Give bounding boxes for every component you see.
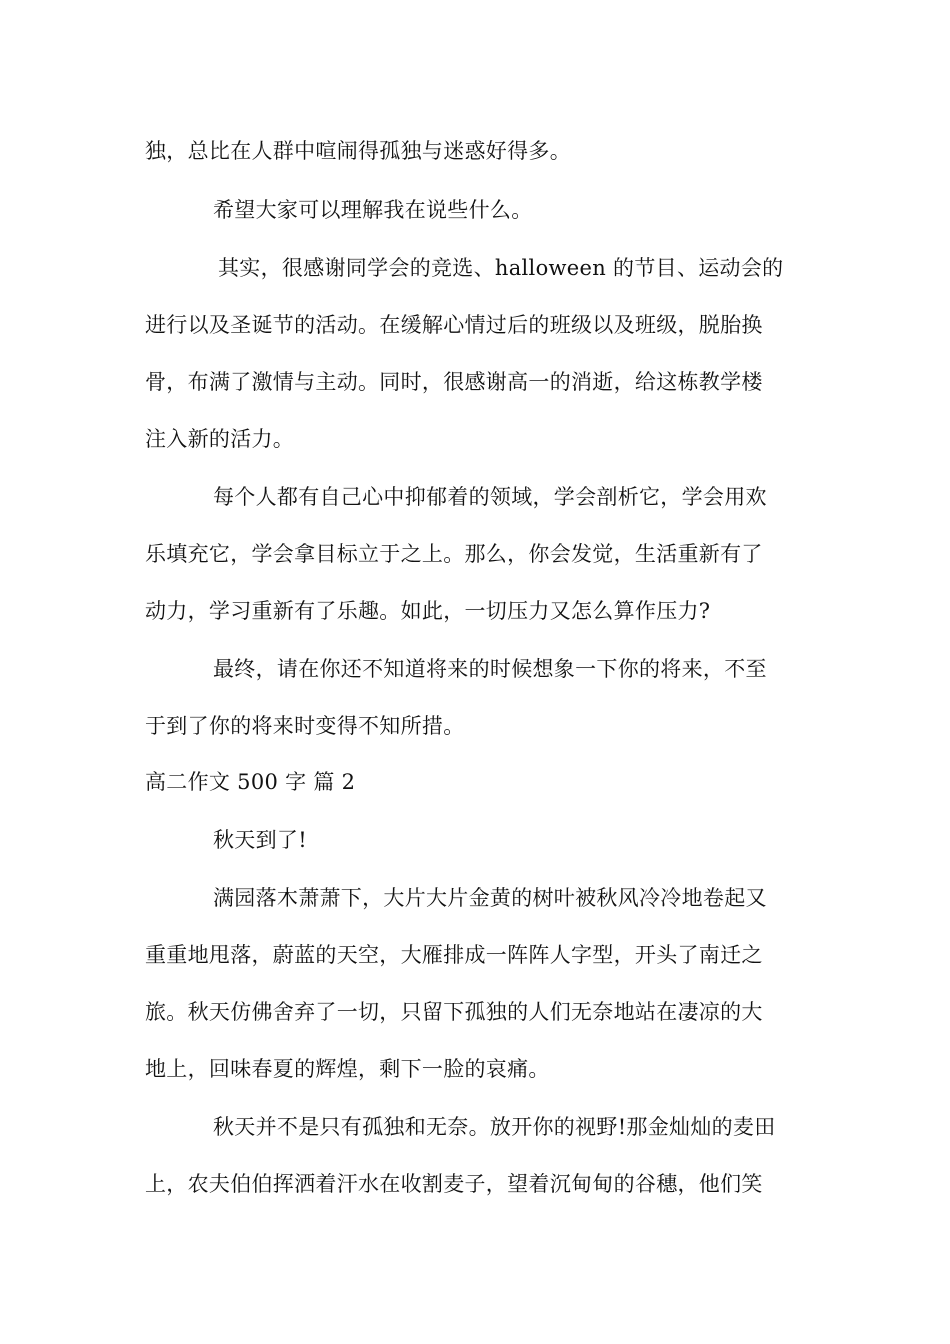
paragraph-line: 注入新的活力。: [145, 427, 295, 451]
paragraph-line: 于到了你的将来时变得不知所措。: [145, 714, 465, 738]
paragraph-line: 秋天并不是只有孤独和无奈。放开你的视野!那金灿灿的麦田: [213, 1115, 776, 1139]
section-heading: 高二作文 500 字 篇 2: [145, 770, 356, 794]
paragraph-line: 上，农夫伯伯挥洒着汗水在收割麦子，望着沉甸甸的谷穗，他们笑: [145, 1172, 763, 1196]
paragraph-line: 独，总比在人群中喧闹得孤独与迷惑好得多。: [145, 139, 571, 163]
paragraph-line: 秋天到了!: [213, 828, 307, 852]
paragraph-line: 每个人都有自己心中抑郁着的领域，学会剖析它，学会用欢: [213, 485, 767, 509]
paragraph-line: 其实，很感谢同学会的竞选、halloween 的节目、运动会的: [218, 256, 784, 280]
paragraph-line: 希望大家可以理解我在说些什么。: [213, 198, 533, 222]
paragraph-line: 乐填充它，学会拿目标立于之上。那么，你会发觉，生活重新有了: [145, 542, 763, 566]
paragraph-line: 重重地甩落，蔚蓝的天空，大雁排成一阵阵人字型，开头了南迁之: [145, 943, 763, 967]
paragraph-line: 最终，请在你还不知道将来的时候想象一下你的将来，不至: [213, 657, 767, 681]
paragraph-line: 动力，学习重新有了乐趣。如此，一切压力又怎么算作压力?: [145, 599, 711, 623]
paragraph-line: 骨，布满了激情与主动。同时，很感谢高一的消逝，给这栋教学楼: [145, 370, 763, 394]
paragraph-line: 满园落木萧萧下，大片大片金黄的树叶被秋风冷冷地卷起又: [213, 886, 767, 910]
paragraph-line: 旅。秋天仿佛舍弃了一切，只留下孤独的人们无奈地站在凄凉的大: [145, 1000, 763, 1024]
paragraph-line: 地上，回味春夏的辉煌，剩下一脸的哀痛。: [145, 1057, 550, 1081]
paragraph-line: 进行以及圣诞节的活动。在缓解心情过后的班级以及班级，脱胎换: [145, 313, 763, 337]
